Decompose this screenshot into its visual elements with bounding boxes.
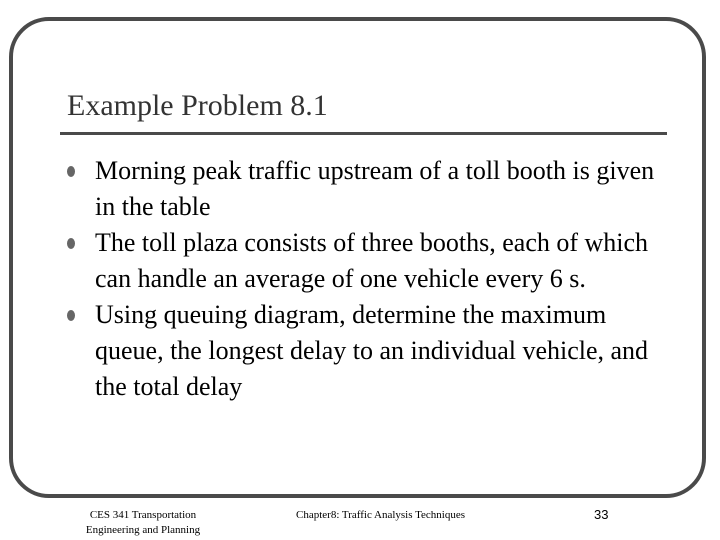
footer-course <box>78 508 208 538</box>
bullet-text: The toll plaza consists of three booths, each of which can handle an average of one vehicle every 6 s. <box>95 228 649 293</box>
bullet-dot-icon <box>67 166 75 177</box>
bullet-item <box>64 153 664 225</box>
bullet-item <box>64 297 664 405</box>
bullet-text: Morning peak traffic upstream of a toll booth is given in the table <box>95 156 655 221</box>
title-divider <box>60 132 667 135</box>
bullet-dot-icon <box>67 238 75 249</box>
slide-title: Example Problem 8.1 <box>67 89 328 122</box>
footer-chapter: Chapter8: Traffic Analysis Techniques <box>296 509 466 521</box>
footer-course-line1: CES 341 Transportation <box>89 509 197 521</box>
bullet-dot-icon <box>67 310 75 321</box>
page-number: 33 <box>594 507 609 522</box>
bullet-list <box>64 153 664 405</box>
footer-course-line2: Engineering and Planning <box>85 524 201 536</box>
bullet-text: Using queuing diagram, determine the maximum queue, the longest delay to an individual vehicle, and the total delay <box>95 300 649 401</box>
bullet-item <box>64 225 664 297</box>
